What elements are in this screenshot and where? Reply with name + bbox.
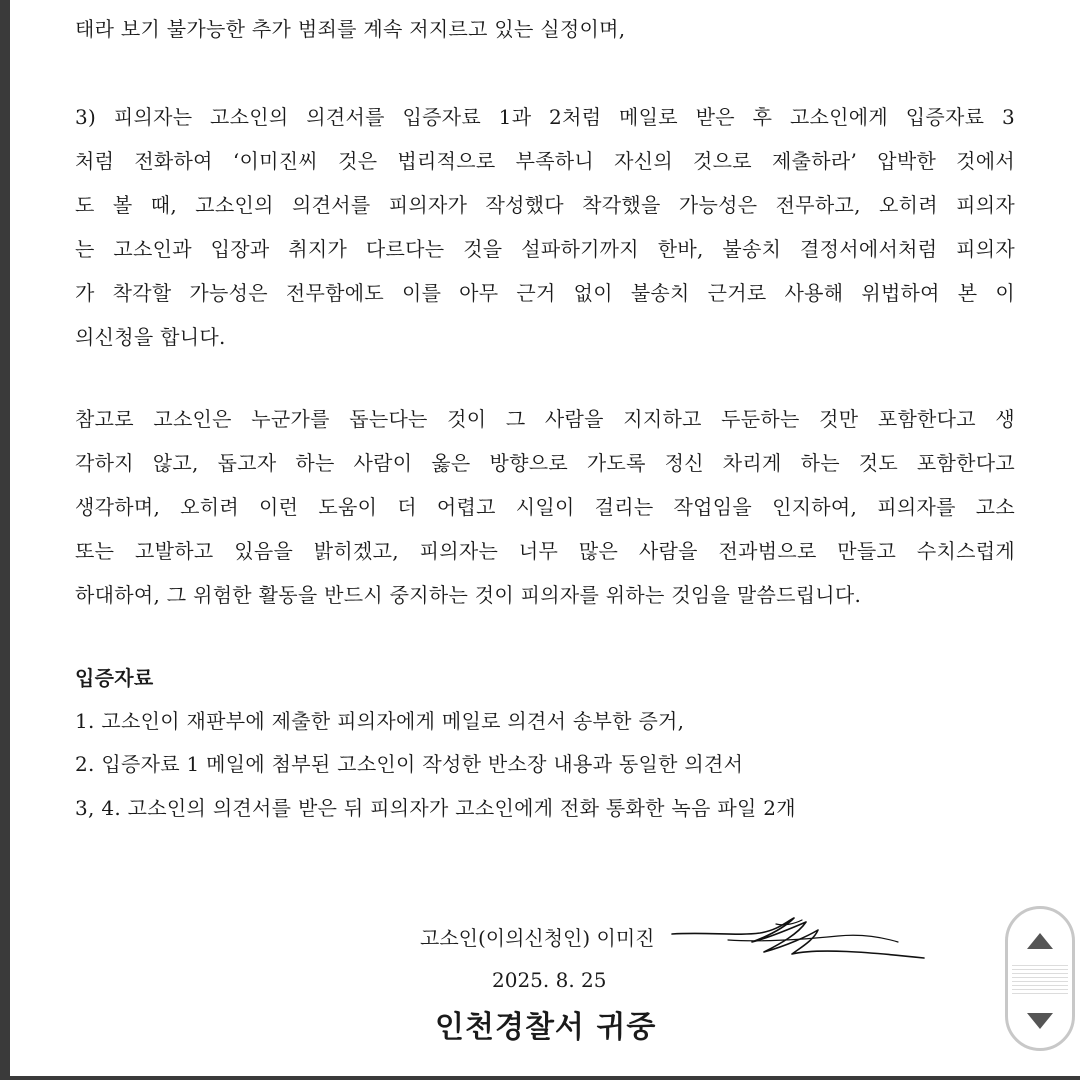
left-border	[0, 0, 10, 1080]
body-line-6: 가 착각할 가능성은 전무함에도 이를 아무 근거 없이 불송치 근거로 사용해 위법하여 본 이	[75, 281, 1015, 305]
triangle-down-icon	[1027, 1013, 1053, 1029]
page-scroller[interactable]	[1005, 906, 1075, 1051]
body-line-10: 생각하며, 오히려 이런 도움이 더 어렵고 시일이 걸리는 작업임을 인지하여, 피의자를 고소	[75, 495, 1015, 519]
evidence-item-3: 3, 4. 고소인의 의견서를 받은 뒤 피의자가 고소인에게 전화 통화한 녹음 파일 2개	[75, 796, 796, 820]
evidence-item-2: 2. 입증자료 1 메일에 첨부된 고소인이 작성한 반소장 내용과 동일한 의견서	[75, 752, 744, 776]
body-line-9: 각하지 않고, 돕고자 하는 사람이 옳은 방향으로 가도록 정신 차리게 하는 것도 포함한다고	[75, 451, 1015, 475]
scroll-up-button[interactable]	[1008, 921, 1072, 961]
bottom-border	[0, 1076, 1080, 1080]
body-line-8: 참고로 고소인은 누군가를 돕는다는 것이 그 사람을 지지하고 두둔하는 것만 포함한다고 생	[75, 407, 1015, 431]
evidence-item-1: 1. 고소인이 재판부에 제출한 피의자에게 메일로 의견서 송부한 증거,	[75, 709, 685, 733]
handwritten-signature	[668, 912, 928, 968]
triangle-up-icon	[1027, 933, 1053, 949]
body-line-4: 도 볼 때, 고소인의 의견서를 피의자가 작성했다 착각했을 가능성은 전무하고, 오히려 피의자	[75, 193, 1015, 217]
body-line-11: 또는 고발하고 있음을 밝히겠고, 피의자는 너무 많은 사람을 전과범으로 만들고 수치스럽게	[75, 539, 1015, 563]
document-date: 2025. 8. 25	[492, 968, 607, 992]
body-line-2: 3) 피의자는 고소인의 의견서를 입증자료 1과 2처럼 메일로 받은 후 고소인에게 입증자료 3	[75, 105, 1015, 129]
complainant-label: 고소인(이의신청인) 이미진	[420, 926, 655, 950]
scroll-down-button[interactable]	[1008, 1001, 1072, 1041]
body-line-5: 는 고소인과 입장과 취지가 다르다는 것을 설파하기까지 한바, 불송치 결정서에서처럼 피의자	[75, 237, 1015, 261]
addressee: 인천경찰서 귀중	[435, 1010, 657, 1045]
body-line-3: 처럼 전화하여 ‘이미진씨 것은 법리적으로 부족하니 자신의 것으로 제출하라’ 압박한 것에서	[75, 149, 1015, 173]
body-line-12: 하대하여, 그 위험한 활동을 반드시 중지하는 것이 피의자를 위하는 것임을 말씀드립니다.	[75, 583, 862, 607]
evidence-heading: 입증자료	[75, 666, 154, 690]
scroll-grip[interactable]	[1012, 965, 1068, 995]
body-line-7: 의신청을 합니다.	[75, 325, 226, 349]
body-line-1: 태라 보기 불가능한 추가 범죄를 계속 저지르고 있는 실정이며,	[75, 17, 626, 41]
